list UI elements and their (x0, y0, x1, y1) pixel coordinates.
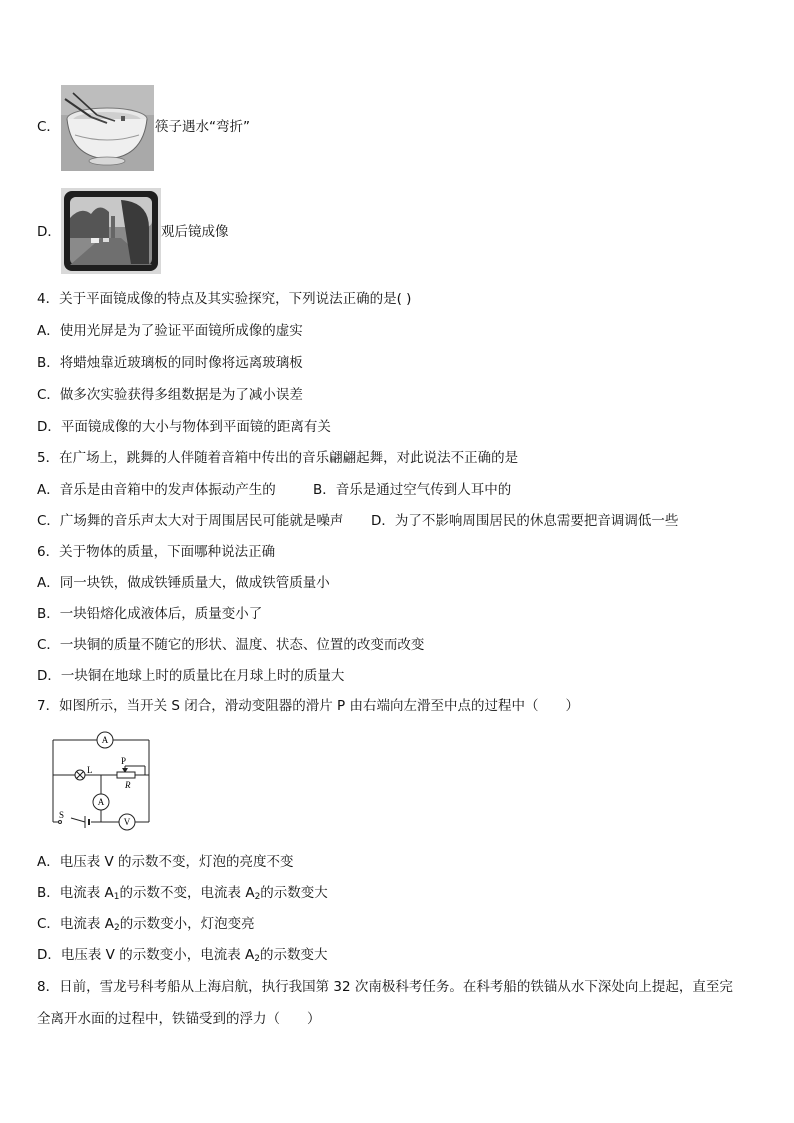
q6-option-c: C．一块铜的质量不随它的形状、温度、状态、位置的改变而改变 (37, 637, 425, 653)
rearview-mirror-image (61, 188, 161, 274)
q5-option-b: B．音乐是通过空气传到人耳中的 (313, 482, 512, 498)
q4-option-d: D．平面镜成像的大小与物体到平面镜的距离有关 (37, 419, 331, 435)
q6-stem: 6．关于物体的质量，下面哪种说法正确 (37, 544, 276, 560)
q7-option-c: C．电流表 $A_2$的示数变小，灯泡变亮 (37, 916, 255, 933)
q4-option-a: A．使用光屏是为了验证平面镜所成像的虚实 (37, 323, 303, 339)
lamp-label: L (87, 765, 93, 775)
q6-option-a: A．同一块铁，做成铁锤质量大，做成铁管质量小 (37, 575, 330, 591)
slider-label: P (121, 756, 127, 766)
q7-option-b: B．电流表 $A_1$的示数不变，电流表 $A_2$的示数变大 (37, 885, 328, 902)
resistor-label: R (125, 780, 131, 790)
q7-option-d: D．电压表 V 的示数变小，电流表 $A_2$的示数变大 (37, 947, 328, 964)
q4-stem: 4．关于平面镜成像的特点及其实验探究，下列说法正确的是( ) (37, 291, 412, 307)
option-c-caption: 筷子遇水“弯折” (155, 119, 250, 135)
ammeter-mid-label: A (97, 797, 105, 807)
q4-option-b: B．将蜡烛靠近玻璃板的同时像将远离玻璃板 (37, 355, 303, 371)
ammeter-top-label: A (101, 735, 109, 745)
q5-row-cd (37, 512, 678, 530)
q5-row-ab (37, 481, 511, 499)
chopsticks-in-bowl-image (61, 85, 154, 171)
q5-option-a: A．音乐是由音箱中的发声体振动产生的 (37, 482, 276, 498)
voltmeter-label: V (123, 817, 131, 827)
q7-option-a: A．电压表 V 的示数不变，灯泡的亮度不变 (37, 854, 294, 870)
q4-option-c: C．做多次实验获得多组数据是为了减小误差 (37, 387, 303, 403)
option-d-letter: D． (37, 224, 61, 240)
switch-label: S (59, 810, 65, 820)
q8-stem-line1: 8．日前，雪龙号科考船从上海启航，执行我国第 32 次南极科考任务。在科考船的铁锚从水下深处向上提起，直至完 (37, 979, 733, 995)
q5-option-d: D．为了不影响周围居民的休息需要把音调调低一些 (371, 513, 679, 529)
circuit-diagram (45, 730, 157, 834)
option-d-caption: 观后镜成像 (161, 224, 229, 240)
q6-option-b: B．一块铅熔化成液体后，质量变小了 (37, 606, 263, 622)
q5-option-c: C．广场舞的音乐声太大对于周围居民可能就是噪声 (37, 513, 344, 529)
q5-stem: 5．在广场上，跳舞的人伴随着音箱中传出的音乐翩翩起舞，对此说法不正确的是 (37, 450, 519, 466)
option-c-letter: C． (37, 119, 60, 135)
q8-stem-line2: 全离开水面的过程中，铁锚受到的浮力（ ） (37, 1011, 321, 1027)
q6-option-d: D．一块铜在地球上时的质量比在月球上时的质量大 (37, 668, 345, 684)
q7-stem: 7．如图所示，当开关 S 闭合，滑动变阻器的滑片 P 由右端向左滑至中点的过程中（ ） (37, 698, 579, 714)
